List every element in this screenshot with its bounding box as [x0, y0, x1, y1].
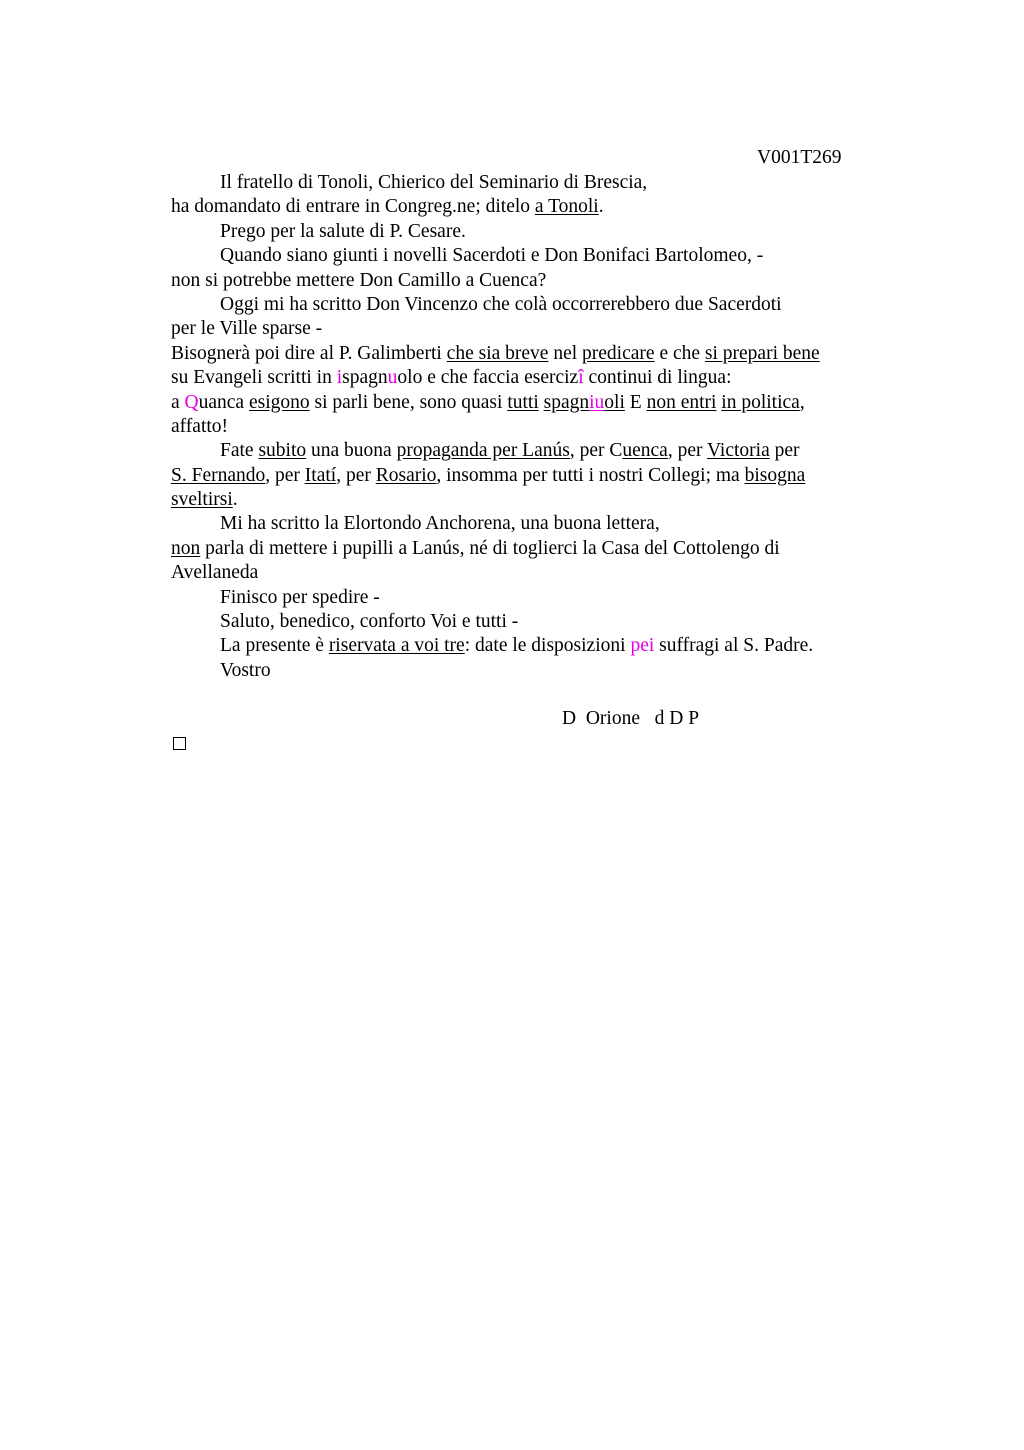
- underlined-text: si prepari bene: [704, 342, 820, 364]
- text-segment: e che: [654, 342, 705, 364]
- text-segment: Avellaneda: [171, 562, 259, 584]
- underlined-text: riservata a voi tre: [328, 635, 465, 657]
- highlighted-text: Q: [184, 391, 199, 413]
- text-line: [171, 439, 871, 463]
- text-segment: uanca: [198, 391, 249, 413]
- underlined-text: propaganda per Lanús: [396, 440, 570, 462]
- text-segment: a: [171, 391, 185, 413]
- text-line: [171, 195, 871, 219]
- underlined-text: a Tonoli: [534, 196, 599, 218]
- text-line: [171, 488, 871, 512]
- text-segment: suffragi al S. Padre.: [654, 635, 814, 657]
- underlined-text: subito: [258, 440, 307, 462]
- text-segment: per le Ville sparse -: [171, 318, 323, 340]
- text-line: [171, 220, 871, 244]
- text-line: [171, 342, 871, 366]
- document-reference-code: V001T269: [757, 147, 842, 168]
- text-line: [171, 317, 871, 341]
- underlined-text: in politica: [721, 391, 800, 413]
- text-segment: Bisognerà poi dire al P. Galimberti: [171, 342, 447, 364]
- text-line: [171, 415, 871, 439]
- text-line: [171, 391, 871, 415]
- text-line: [171, 464, 871, 488]
- underlined-text: Itatí: [304, 464, 337, 486]
- highlighted-text: pei: [630, 635, 655, 657]
- text-segment: E: [624, 391, 647, 413]
- text-segment: .: [232, 489, 238, 511]
- text-segment: Finisco per spedire -: [220, 586, 380, 608]
- highlighted-text: î: [578, 367, 584, 389]
- text-line: [171, 171, 871, 195]
- underlined-text: uenca: [622, 440, 668, 462]
- text-line: [171, 659, 871, 683]
- text-line: [171, 269, 871, 293]
- text-segment: Oggi mi ha scritto Don Vincenzo che colà occorrerebbero due Sacerdoti: [220, 293, 782, 315]
- text-segment: spagn: [342, 367, 388, 389]
- text-segment: Il fratello di Tonoli, Chierico del Seminario di Brescia,: [220, 172, 648, 193]
- text-segment: affatto!: [171, 415, 229, 437]
- text-line: [171, 512, 871, 536]
- text-line: [171, 366, 871, 390]
- underlined-text: non entri: [646, 391, 717, 413]
- text-segment: , per C: [569, 440, 623, 462]
- text-line: [171, 610, 871, 634]
- text-line: [171, 634, 871, 658]
- underlined-text: S. Fernando: [171, 464, 266, 486]
- checkbox-square: [173, 737, 186, 750]
- highlighted-text: u: [387, 367, 398, 389]
- text-segment: non si potrebbe mettere Don Camillo a Cuenca?: [171, 269, 547, 291]
- text-segment: ha domandato di entrare in Congreg.ne; ditelo: [171, 196, 535, 218]
- letter-body: [171, 171, 871, 683]
- underlined-text: che sia breve: [446, 342, 549, 364]
- underlined-text: Rosario: [375, 464, 437, 486]
- text-segment: continui di lingua:: [583, 367, 732, 389]
- text-line: [171, 293, 871, 317]
- text-segment: .: [598, 196, 604, 218]
- underlined-text: tutti: [507, 391, 539, 413]
- text-segment: Fate: [220, 440, 259, 462]
- text-line: [171, 561, 871, 585]
- text-segment: : date le disposizioni: [464, 635, 631, 657]
- underlined-text: oli: [604, 391, 625, 413]
- underlined-text: sveltirsi: [171, 489, 233, 511]
- text-line: [171, 586, 871, 610]
- text-segment: si parli bene, sono quasi: [309, 391, 508, 413]
- text-line: [171, 244, 871, 268]
- underlined-text: non: [171, 537, 201, 559]
- text-segment: , insomma per tutti i nostri Collegi; ma: [436, 464, 745, 486]
- text-segment: , per: [336, 464, 376, 486]
- text-segment: Quando siano giunti i novelli Sacerdoti e Don Bonifaci Bartolomeo, -: [220, 245, 764, 267]
- text-segment: Prego per la salute di P. Cesare.: [220, 220, 466, 242]
- text-segment: per: [769, 440, 800, 462]
- text-segment: nel: [548, 342, 583, 364]
- signature: D Orione d D P: [562, 708, 700, 729]
- text-line: [171, 537, 871, 561]
- underlined-text: Victoria: [707, 440, 770, 462]
- underlined-text: predicare: [582, 342, 655, 364]
- text-segment: ,: [799, 391, 805, 413]
- underlined-text: bisogna: [744, 464, 806, 486]
- text-segment: Saluto, benedico, conforto Voi e tutti -: [220, 611, 519, 633]
- text-segment: La presente è: [220, 635, 329, 657]
- text-segment: Vostro: [220, 659, 271, 681]
- text-segment: Mi ha scritto la Elortondo Anchorena, una buona lettera,: [220, 513, 660, 535]
- underlined-text: esigono: [248, 391, 310, 413]
- text-segment: su Evangeli scritti in: [171, 367, 337, 389]
- text-segment: , per: [667, 440, 708, 462]
- text-segment: parla di mettere i pupilli a Lanús, né di toglierci la Casa del Cottolengo di: [200, 537, 780, 559]
- underlined-text: spagn: [543, 391, 590, 413]
- highlighted-text: i: [336, 367, 343, 389]
- text-segment: una buona: [306, 440, 397, 462]
- text-segment: , per: [265, 464, 305, 486]
- text-segment: olo e che faccia eserciz: [397, 367, 579, 389]
- highlighted-text: iu: [589, 391, 605, 413]
